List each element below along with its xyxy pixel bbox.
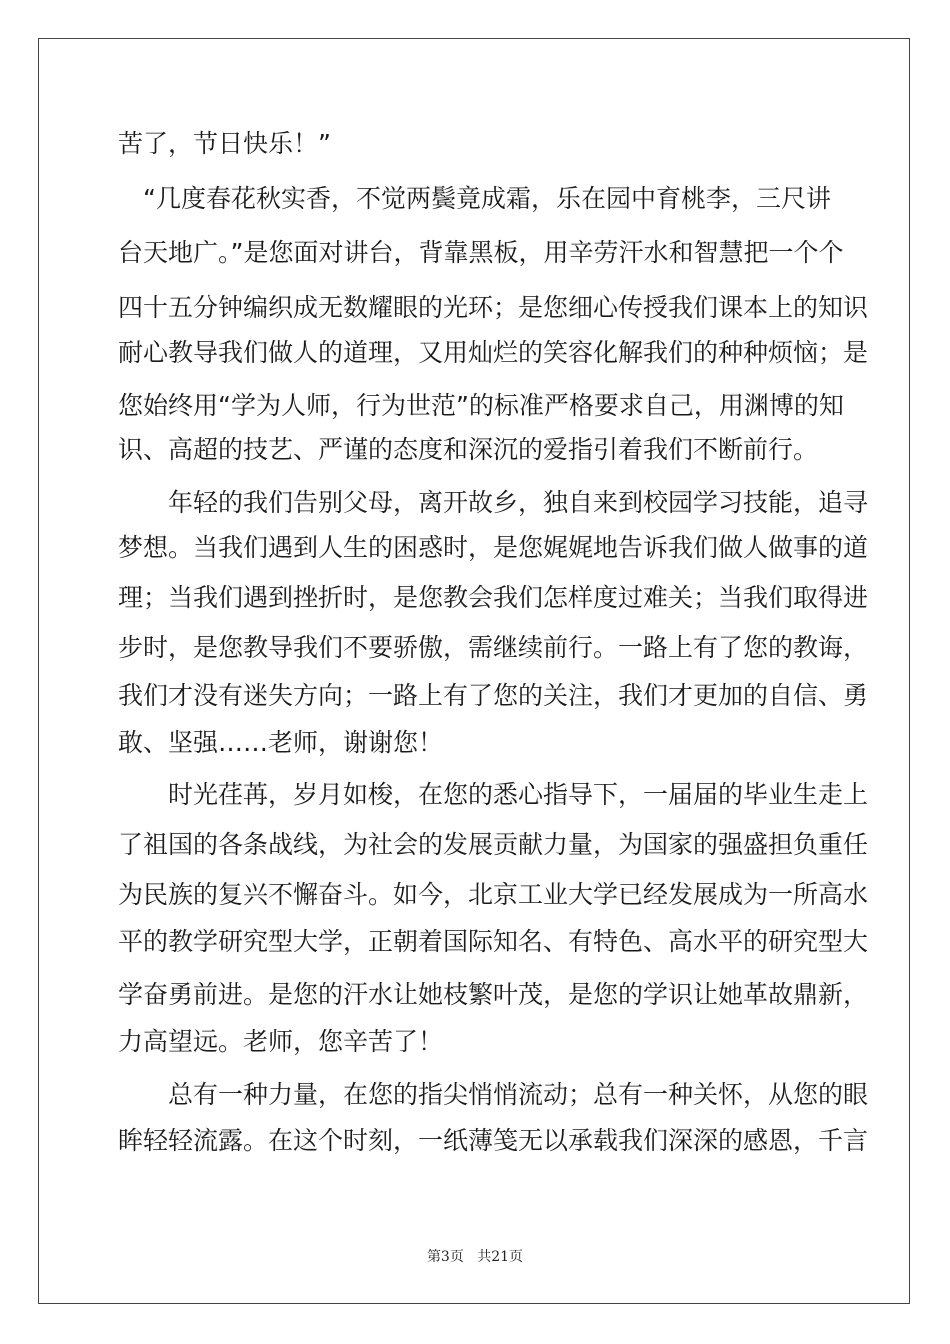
text-line: 眸轻轻流露。在这个时刻，一纸薄笺无以承载我们深深的感恩，千言 [118,1126,869,1155]
total-pages: 共21页 [477,1249,524,1265]
text-line: 四十五分钟编织成无数耀眼的光环；是您细心传授我们课本上的知识 [118,293,869,322]
text-line: 平的教学研究型大学，正朝着国际知名、有特色、高水平的研究型大 [118,927,869,956]
text-line: 年轻的我们告别父母，离开故乡，独自来到校园学习技能，追寻 [118,488,869,517]
text-line: “几度春花秋实香，不觉两鬓竟成霜，乐在园中育桃李，三尺讲 [118,184,831,213]
text-line: 为民族的复兴不懈奋斗。如今，北京工业大学已经发展成为一所高水 [118,880,869,909]
text-line: 了祖国的各条战线，为社会的发展贡献力量，为国家的强盛担负重任 [118,830,869,859]
page-number: 第3页 [426,1249,464,1265]
text-line: 我们才没有迷失方向；一路上有了您的关注，我们才更加的自信、勇 [118,681,869,710]
text-line: 理；当我们遇到挫折时，是您教会我们怎样度过难关；当我们取得进 [118,583,869,612]
text-line: 梦想。当我们遇到人生的困惑时，是您娓娓地告诉我们做人做事的道 [118,533,869,562]
text-line: 学奋勇前进。是您的汗水让她枝繁叶茂，是您的学识让她革故鼎新， [118,980,869,1009]
text-line: 耐心教导我们做人的道理，又用灿烂的笑容化解我们的种种烦恼；是 [118,338,869,367]
page-footer [0,1246,950,1266]
text-line: 苦了，节日快乐！” [118,129,331,158]
page-border [38,38,910,1304]
text-line: 识、高超的技艺、严谨的态度和深沉的爱指引着我们不断前行。 [118,435,819,464]
text-line: 力高望远。老师，您辛苦了！ [118,1027,444,1056]
text-line: 台天地广。”是您面对讲台，背靠黑板，用辛劳汗水和智慧把一个个 [118,238,844,267]
text-line: 步时，是您教导我们不要骄傲，需继续前行。一路上有了您的教诲， [118,633,869,662]
text-line: 敢、坚强……老师，谢谢您！ [118,728,444,757]
text-line: 您始终用“学为人师，行为世范”的标准严格要求自己，用渊博的知 [118,391,844,420]
text-line: 时光荏苒，岁月如梭，在您的悉心指导下，一届届的毕业生走上 [118,780,869,809]
text-line: 总有一种力量，在您的指尖悄悄流动；总有一种关怀，从您的眼 [118,1080,869,1109]
